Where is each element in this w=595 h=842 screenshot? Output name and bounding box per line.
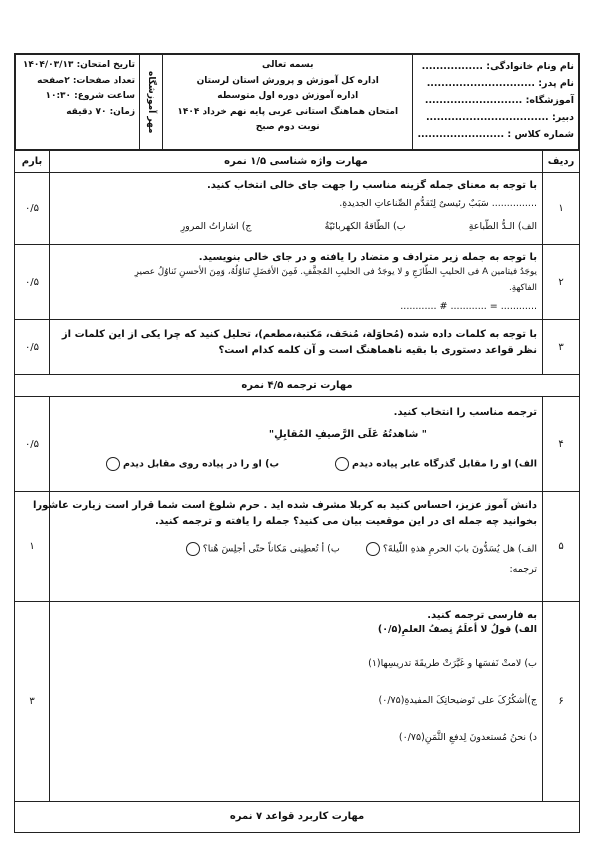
exam-header — [15, 54, 579, 150]
question-number: ۵ — [542, 492, 579, 601]
class-number-field[interactable]: شماره کلاس : ........................ — [417, 129, 574, 140]
question-prompt: دانش آموز عزیز، احساس کنید به کربلا مشرف شده اید . حرم شلوغ است شما قرار است زیارت عاشورا — [32, 500, 537, 511]
question-score: ۰/۵ — [15, 173, 50, 244]
exam-title: امتحان هماهنگ استانی عربی پایه نهم خرداد ۱۴۰۴ — [177, 106, 399, 117]
item-b: ب) لامتْ نَفسَها و غَیَّرَتْ طریقَةَ تدریسِها(۱) — [368, 658, 537, 669]
option-a-radio[interactable] — [335, 457, 349, 471]
question-score: ۰/۵ — [15, 320, 50, 374]
question-body — [55, 397, 537, 491]
option-b-label: ب) او را در پیاده روی مقابل دیدم — [122, 458, 280, 470]
question-body — [55, 245, 537, 319]
table-head-row — [15, 150, 579, 172]
teacher-field[interactable]: دبیر: .................................. — [425, 112, 574, 123]
question-prompt-cont: نظر قواعد دستوری با بقیه ناهماهنگ است و آن کلمه کدام است؟ — [218, 345, 537, 356]
student-name-field[interactable]: نام ونام خانوادگی: ................. — [421, 61, 574, 72]
question-number: ۳ — [542, 320, 579, 374]
radif-header: ردیف — [542, 151, 579, 172]
question-prompt: ترجمه مناسب را انتخاب کنید. — [393, 407, 537, 418]
question-prompt: به فارسی ترجمه کنید. — [427, 610, 537, 621]
exam-date: تاریخ امتحان: ۱۴۰۴/۰۳/۱۳ — [22, 60, 135, 70]
question-prompt-cont: بخوانید چه جمله ای در این موقعیت بیان می کنید؟ جمله را یافته و ترجمه کنید. — [155, 516, 537, 527]
question-row-4 — [15, 396, 579, 491]
question-number: ۱ — [542, 173, 579, 244]
option-b[interactable] — [103, 457, 279, 471]
question-number: ۶ — [542, 602, 579, 801]
option-b-radio[interactable] — [106, 457, 120, 471]
question-row-3 — [15, 319, 579, 374]
question-score: ۰/۵ — [15, 397, 50, 491]
question-row-1 — [15, 172, 579, 244]
question-score: ۳ — [15, 602, 50, 801]
answer-blanks[interactable]: ............ = ............ # ............ — [400, 301, 537, 312]
exam-title-block — [163, 55, 413, 150]
bismillah: بسمه تعالی — [261, 60, 314, 70]
exam-sheet — [14, 53, 580, 833]
page-count: تعداد صفحات: ۲صفحه — [37, 75, 135, 86]
options-row — [55, 457, 537, 471]
option-a-radio[interactable] — [366, 542, 380, 556]
school-stamp-label: مهر آموزشگاه — [146, 70, 156, 134]
question-sentence-cont: الفاکهةِ. — [508, 283, 537, 293]
option-b[interactable]: ب) الطّاقةُ الکهربائیّةُ — [324, 221, 406, 232]
question-prompt: با توجه به کلمات داده شده (مُحاوَلة، مُنحَف، مَکتبة،مطعم)، تحلیل کنید که چرا یکی از این کلمات از — [61, 329, 537, 340]
option-a[interactable]: الف) الـدُّ الطّباعةِ — [468, 221, 537, 232]
father-name-field[interactable]: نام پدر: .............................. — [426, 78, 574, 89]
student-info — [413, 55, 579, 150]
option-a[interactable] — [363, 542, 537, 556]
section-title-vocab: مهارت واژه شناسی ۱/۵ نمره — [224, 156, 368, 167]
question-number: ۲ — [542, 245, 579, 319]
item-d: د) نحنُ مُستعدونَ لِدفعِ الثَّمَنِ(۰/۷۵) — [398, 732, 537, 743]
section-title-translation: مهارت ترجمه ۴/۵ نمره — [15, 374, 579, 396]
question-sentence: یوجَدُ فیتامین A فی الحلیبِ الطّازَجِ و لا یوجَدُ فی الحلیبِ المُجفَّفِ. فَمِنَ الأفضَلِ تَناوُلُهُ، وَمِنَ الأحسنِ تَناوُلُ عصیرِ — [134, 267, 537, 277]
option-a[interactable] — [332, 457, 537, 471]
org-name: اداره کل آموزش و پرورش استان لرستان — [196, 75, 379, 86]
section-title-grammar: مهارت کاربرد قواعد ۷ نمره — [15, 801, 579, 832]
option-b[interactable] — [183, 542, 340, 556]
option-b-label: ب) أ تُعطِینی مَکاناً حتّی أجلِسَ هُنا؟ — [202, 543, 340, 555]
item-c: ج)أشکُرُکَ علی تَوضیحاتِکَ المفیدةِ(۰/۷۵) — [378, 695, 537, 706]
exam-meta — [16, 55, 140, 150]
options-row — [55, 542, 537, 556]
question-body — [55, 173, 537, 244]
translation-label: ترجمه: — [509, 564, 537, 575]
question-body — [32, 492, 537, 601]
option-c[interactable]: ج) اشاراتُ المرورِ — [180, 221, 252, 232]
option-a-label: الف) او را مقابل گذرگاه عابر پیاده دیدم — [352, 458, 537, 470]
question-row-5 — [15, 491, 579, 601]
question-score: ۰/۵ — [15, 245, 50, 319]
question-prompt: با توجه به معنای جمله گزینه مناسب را جهت جای خالی انتخاب کنید. — [206, 180, 537, 191]
question-sentence: " شاهدتُهُ عَلَی الرَّصیفِ المُقابِلِ" — [268, 429, 427, 440]
option-b-radio[interactable] — [186, 542, 200, 556]
question-prompt: با توجه به جمله زیر مترادف و متضاد را یافته و در جای خالی بنویسید. — [198, 252, 537, 263]
question-row-6 — [15, 601, 579, 801]
exam-session: نوبت دوم صبح — [255, 122, 320, 132]
options-row — [55, 221, 537, 232]
duration: زمان: ۷۰ دقیقه — [66, 106, 135, 117]
item-a: الف) قولُ لا أعلَمُ نِصفُ العلمِ(۰/۵) — [377, 624, 537, 635]
school-field[interactable]: آموزشگاه: ........................... — [424, 95, 574, 106]
question-score: ۱ — [15, 492, 50, 601]
question-sentence: ............... سَبَبٌ رئیسیٌ لِتَقدُّمِ الصِّناعاتِ الجدیدةِ. — [339, 198, 537, 209]
question-body — [55, 602, 537, 801]
stamp-cell — [140, 55, 163, 150]
option-a-label: الف) هل یُسَدُّونَ بابَ الحرمِ هذهِ اللّیلةَ؟ — [382, 543, 537, 555]
question-row-2 — [15, 244, 579, 319]
dept-name: اداره آموزش دوره اول متوسطه — [217, 91, 359, 101]
start-time: ساعت شروع: ۱۰:۳۰ — [45, 91, 135, 101]
barem-header: بارم — [15, 151, 50, 172]
question-body — [55, 320, 537, 374]
question-number: ۴ — [542, 397, 579, 491]
